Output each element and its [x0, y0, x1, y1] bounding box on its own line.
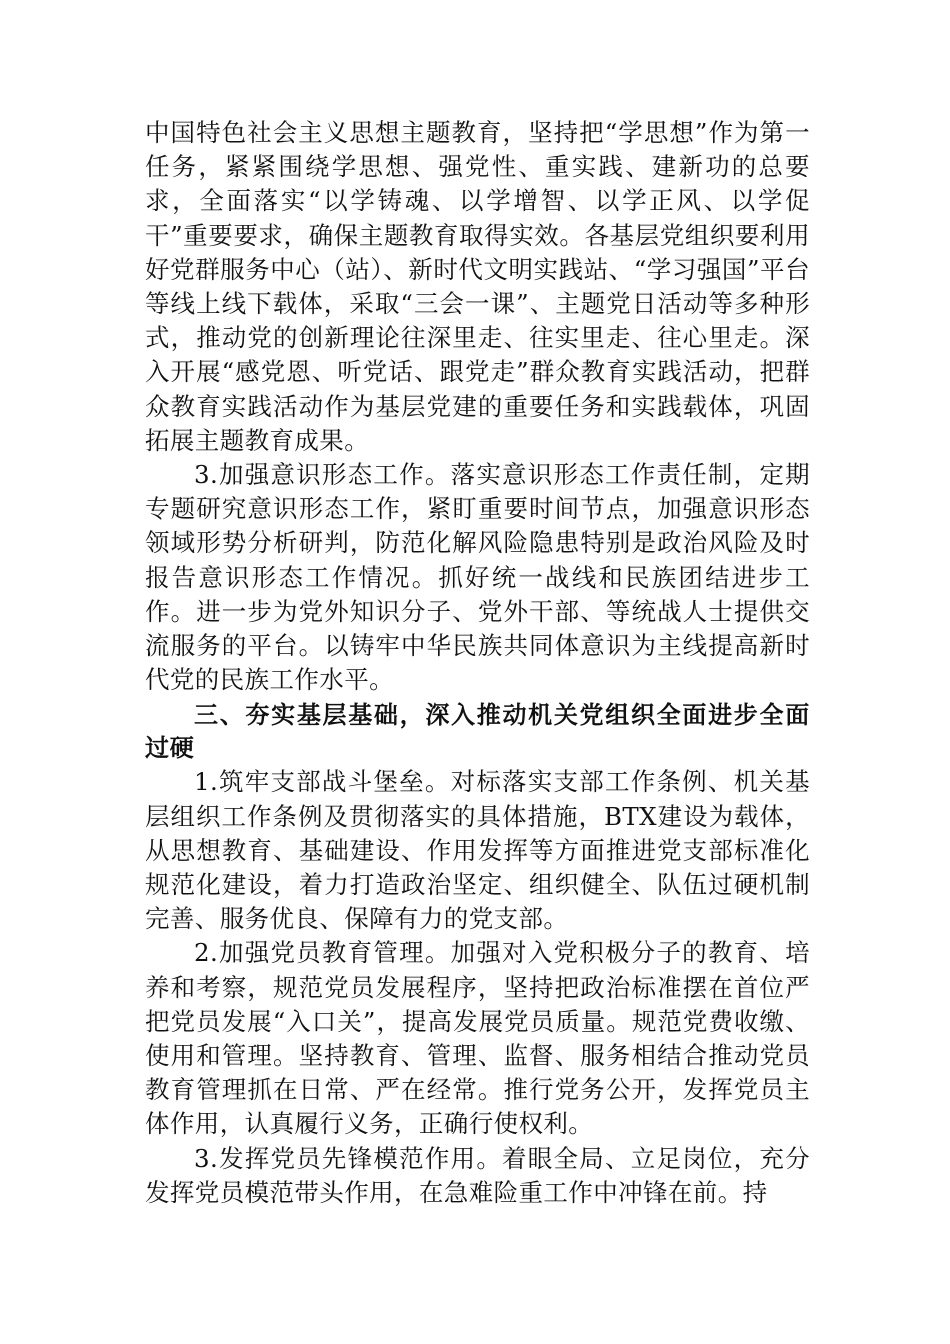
body-paragraph: 2.加强党员教育管理。加强对入党积极分子的教育、培养和考察，规范党员发展程序，坚持把政治标准摆在首位严把党员发展“入口关”，提高发展党员质量。规范党费收缴、使用和管理。坚持教育、管理、监督、服务相结合推动党员教育管理抓在日常、严在经常。推行党务公开，发挥党员主体作用，认真履行义务，正确行使权利。 [145, 938, 810, 1139]
body-paragraph: 中国特色社会主义思想主题教育，坚持把“学思想”作为第一任务，紧紧围绕学思想、强党性、重实践、建新功的总要求，全面落实“以学铸魂、以学增智、以学正风、以学促干”重要要求，确保主题教育取得实效。各基层党组织要利用好党群服务中心（站）、新时代文明实践站、“学习强国”平台等线上线下载体，采取“三会一课”、主题党日活动等多种形式，推动党的创新理论往深里走、往实里走、往心里走。深入开展“感党恩、听党话、跟党走”群众教育实践活动，把群众教育实践活动作为基层党建的重要任务和实践载体，巩固拓展主题教育成果。 [145, 118, 810, 455]
body-paragraph: 3.加强意识形态工作。落实意识形态工作责任制，定期专题研究意识形态工作，紧盯重要时间节点，加强意识形态领域形势分析研判，防范化解风险隐患特别是政治风险及时报告意识形态工作情况。抓好统一战线和民族团结进步工作。进一步为党外知识分子、党外干部、等统战人士提供交流服务的平台。以铸牢中华民族共同体意识为主线提高新时代党的民族工作水平。 [145, 460, 810, 695]
section-heading: 三、夯实基层基础，深入推动机关党组织全面进步全面过硬 [145, 701, 810, 763]
body-paragraph: 3.发挥党员先锋模范作用。着眼全局、立足岗位，充分发挥党员模范带头作用，在急难险重工作中冲锋在前。持 [145, 1143, 810, 1207]
document-body [145, 116, 810, 1210]
body-paragraph: 1.筑牢支部战斗堡垒。对标落实支部工作条例、机关基层组织工作条例及贯彻落实的具体措施，BTX建设为载体，从思想教育、基础建设、作用发挥等方面推进党支部标准化规范化建设，着力打造政治坚定、组织健全、队伍过硬机制完善、服务优良、保障有力的党支部。 [145, 767, 810, 934]
